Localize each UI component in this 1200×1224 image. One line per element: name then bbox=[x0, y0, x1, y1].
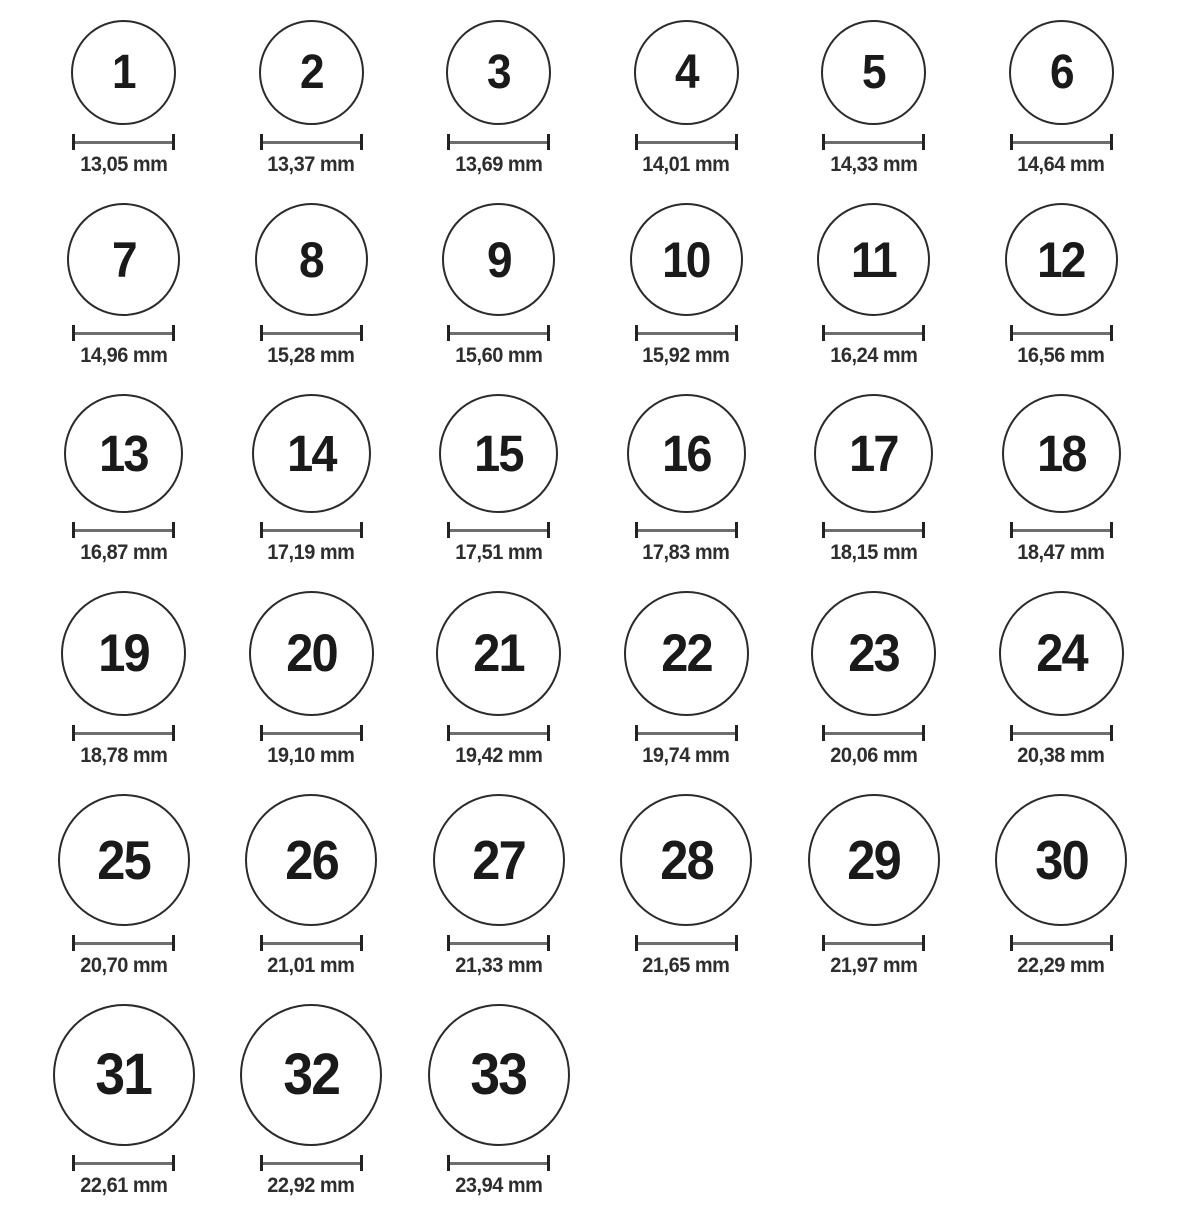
chart-row bbox=[30, 394, 1168, 565]
diameter-label: 20,06 mm bbox=[830, 744, 918, 767]
ring-size-number: 24 bbox=[1035, 624, 1087, 683]
measure-rule bbox=[450, 141, 547, 144]
diameter-measure-line bbox=[72, 522, 175, 538]
right-tick-icon bbox=[172, 1155, 175, 1171]
ring-size-number: 10 bbox=[662, 231, 710, 288]
right-tick-icon bbox=[360, 725, 363, 741]
right-tick-icon bbox=[735, 134, 738, 150]
ring-circle bbox=[995, 794, 1127, 926]
ring-size-cell bbox=[968, 591, 1156, 768]
diameter-measure-line bbox=[72, 134, 175, 150]
diameter-label: 15,60 mm bbox=[455, 344, 543, 367]
diameter-label: 15,28 mm bbox=[267, 344, 355, 367]
diameter-measure-line bbox=[447, 935, 550, 951]
measure-rule bbox=[263, 942, 360, 945]
diameter-measure-line bbox=[260, 935, 363, 951]
ring-circle bbox=[811, 591, 936, 716]
ring-circle bbox=[61, 591, 186, 716]
ring-circle bbox=[1009, 20, 1114, 125]
ring-size-cell bbox=[30, 794, 218, 978]
ring-circle bbox=[240, 1004, 382, 1146]
diameter-measure-line bbox=[822, 134, 925, 150]
ring-size-number: 6 bbox=[1049, 45, 1073, 99]
diameter-label: 14,64 mm bbox=[1017, 153, 1105, 176]
measure-rule bbox=[638, 942, 735, 945]
ring-circle bbox=[67, 203, 180, 316]
measure-rule bbox=[75, 942, 172, 945]
ring-circle bbox=[817, 203, 930, 316]
ring-size-number: 8 bbox=[299, 231, 324, 288]
right-tick-icon bbox=[172, 725, 175, 741]
diameter-label: 23,94 mm bbox=[455, 1174, 543, 1197]
diameter-measure-line bbox=[447, 325, 550, 341]
diameter-measure-line bbox=[72, 1155, 175, 1171]
diameter-measure-line bbox=[635, 725, 738, 741]
ring-size-number: 5 bbox=[862, 45, 886, 99]
diameter-label: 19,74 mm bbox=[642, 744, 730, 767]
measure-rule bbox=[1013, 332, 1110, 335]
right-tick-icon bbox=[1110, 935, 1113, 951]
measure-rule bbox=[1013, 141, 1110, 144]
ring-size-number: 13 bbox=[99, 425, 148, 482]
right-tick-icon bbox=[547, 325, 550, 341]
ring-size-cell bbox=[30, 1004, 218, 1198]
ring-size-number: 4 bbox=[674, 45, 698, 99]
measure-rule bbox=[638, 141, 735, 144]
measure-rule bbox=[638, 332, 735, 335]
ring-size-cell bbox=[30, 394, 218, 565]
measure-rule bbox=[825, 141, 922, 144]
measure-rule bbox=[450, 529, 547, 532]
ring-circle bbox=[58, 794, 190, 926]
ring-size-cell bbox=[405, 203, 593, 368]
diameter-measure-line bbox=[72, 935, 175, 951]
diameter-measure-line bbox=[1010, 935, 1113, 951]
measure-rule bbox=[1013, 732, 1110, 735]
ring-size-number: 7 bbox=[111, 231, 136, 288]
measure-rule bbox=[75, 1162, 172, 1165]
ring-circle bbox=[71, 20, 176, 125]
right-tick-icon bbox=[547, 935, 550, 951]
diameter-label: 14,96 mm bbox=[80, 344, 168, 367]
chart-row bbox=[30, 794, 1168, 978]
right-tick-icon bbox=[172, 522, 175, 538]
ring-size-number: 31 bbox=[95, 1042, 152, 1107]
ring-circle bbox=[64, 394, 183, 513]
ring-size-cell bbox=[218, 1004, 406, 1198]
ring-size-cell bbox=[593, 20, 781, 177]
right-tick-icon bbox=[922, 935, 925, 951]
diameter-label: 22,92 mm bbox=[267, 1174, 355, 1197]
diameter-measure-line bbox=[447, 1155, 550, 1171]
diameter-label: 13,05 mm bbox=[80, 153, 168, 176]
measure-rule bbox=[450, 942, 547, 945]
measure-rule bbox=[825, 942, 922, 945]
ring-size-cell bbox=[30, 20, 218, 177]
measure-rule bbox=[450, 332, 547, 335]
ring-circle bbox=[252, 394, 371, 513]
measure-rule bbox=[825, 732, 922, 735]
diameter-label: 21,65 mm bbox=[642, 954, 730, 977]
right-tick-icon bbox=[547, 1155, 550, 1171]
ring-circle bbox=[624, 591, 749, 716]
ring-size-number: 9 bbox=[486, 231, 511, 288]
diameter-measure-line bbox=[260, 134, 363, 150]
ring-size-cell bbox=[780, 20, 968, 177]
ring-circle bbox=[821, 20, 926, 125]
diameter-label: 16,24 mm bbox=[830, 344, 918, 367]
right-tick-icon bbox=[735, 725, 738, 741]
diameter-measure-line bbox=[822, 522, 925, 538]
ring-size-number: 11 bbox=[851, 231, 897, 288]
diameter-label: 16,56 mm bbox=[1017, 344, 1105, 367]
diameter-measure-line bbox=[822, 325, 925, 341]
ring-size-cell bbox=[780, 203, 968, 368]
ring-size-number: 22 bbox=[660, 624, 712, 683]
measure-rule bbox=[638, 732, 735, 735]
ring-circle bbox=[53, 1004, 195, 1146]
ring-size-number: 17 bbox=[849, 425, 898, 482]
ring-circle bbox=[433, 794, 565, 926]
right-tick-icon bbox=[735, 325, 738, 341]
measure-rule bbox=[825, 529, 922, 532]
ring-size-cell bbox=[968, 203, 1156, 368]
ring-size-number: 21 bbox=[473, 624, 525, 683]
diameter-measure-line bbox=[260, 725, 363, 741]
ring-size-cell bbox=[593, 591, 781, 768]
diameter-measure-line bbox=[635, 522, 738, 538]
right-tick-icon bbox=[922, 725, 925, 741]
right-tick-icon bbox=[547, 134, 550, 150]
diameter-label: 19,42 mm bbox=[455, 744, 543, 767]
measure-rule bbox=[1013, 942, 1110, 945]
measure-rule bbox=[75, 529, 172, 532]
right-tick-icon bbox=[735, 935, 738, 951]
ring-size-number: 23 bbox=[848, 624, 900, 683]
right-tick-icon bbox=[360, 325, 363, 341]
right-tick-icon bbox=[360, 935, 363, 951]
ring-size-number: 28 bbox=[659, 828, 713, 891]
ring-size-cell bbox=[593, 794, 781, 978]
ring-size-cell bbox=[30, 591, 218, 768]
measure-rule bbox=[263, 1162, 360, 1165]
ring-size-number: 29 bbox=[847, 828, 901, 891]
ring-size-number: 12 bbox=[1037, 231, 1085, 288]
ring-size-number: 15 bbox=[474, 425, 523, 482]
ring-size-cell bbox=[218, 394, 406, 565]
diameter-label: 13,69 mm bbox=[455, 153, 543, 176]
chart-row bbox=[30, 203, 1168, 368]
right-tick-icon bbox=[1110, 522, 1113, 538]
ring-size-cell bbox=[405, 20, 593, 177]
ring-size-number: 1 bbox=[112, 45, 136, 99]
measure-rule bbox=[263, 732, 360, 735]
diameter-label: 16,87 mm bbox=[80, 541, 168, 564]
measure-rule bbox=[825, 332, 922, 335]
diameter-label: 20,38 mm bbox=[1017, 744, 1105, 767]
ring-size-number: 18 bbox=[1036, 425, 1086, 482]
chart-row bbox=[30, 20, 1168, 177]
ring-size-number: 27 bbox=[472, 828, 526, 891]
ring-size-cell bbox=[968, 794, 1156, 978]
measure-rule bbox=[263, 141, 360, 144]
right-tick-icon bbox=[1110, 725, 1113, 741]
diameter-measure-line bbox=[1010, 725, 1113, 741]
ring-size-number: 3 bbox=[487, 45, 511, 99]
right-tick-icon bbox=[172, 325, 175, 341]
diameter-measure-line bbox=[260, 1155, 363, 1171]
diameter-label: 21,01 mm bbox=[267, 954, 355, 977]
ring-circle bbox=[620, 794, 752, 926]
right-tick-icon bbox=[360, 134, 363, 150]
right-tick-icon bbox=[922, 134, 925, 150]
diameter-label: 15,92 mm bbox=[642, 344, 730, 367]
ring-circle bbox=[634, 20, 739, 125]
ring-circle bbox=[446, 20, 551, 125]
measure-rule bbox=[75, 732, 172, 735]
ring-circle bbox=[428, 1004, 570, 1146]
diameter-measure-line bbox=[1010, 522, 1113, 538]
diameter-measure-line bbox=[635, 935, 738, 951]
diameter-label: 19,10 mm bbox=[267, 744, 355, 767]
right-tick-icon bbox=[922, 325, 925, 341]
ring-size-cell bbox=[593, 203, 781, 368]
measure-rule bbox=[263, 332, 360, 335]
diameter-label: 17,19 mm bbox=[267, 541, 355, 564]
measure-rule bbox=[263, 529, 360, 532]
diameter-measure-line bbox=[635, 325, 738, 341]
diameter-label: 18,15 mm bbox=[830, 541, 918, 564]
diameter-measure-line bbox=[72, 325, 175, 341]
ring-circle bbox=[1005, 203, 1118, 316]
diameter-measure-line bbox=[822, 935, 925, 951]
diameter-measure-line bbox=[447, 522, 550, 538]
ring-size-cell bbox=[780, 794, 968, 978]
right-tick-icon bbox=[172, 134, 175, 150]
right-tick-icon bbox=[360, 1155, 363, 1171]
ring-size-cell bbox=[218, 203, 406, 368]
ring-size-cell bbox=[780, 394, 968, 565]
right-tick-icon bbox=[1110, 134, 1113, 150]
ring-size-number: 2 bbox=[299, 45, 323, 99]
ring-size-cell bbox=[968, 394, 1156, 565]
ring-size-cell bbox=[405, 794, 593, 978]
ring-circle bbox=[259, 20, 364, 125]
measure-rule bbox=[1013, 529, 1110, 532]
right-tick-icon bbox=[547, 725, 550, 741]
measure-rule bbox=[638, 529, 735, 532]
ring-size-cell bbox=[218, 20, 406, 177]
ring-size-number: 33 bbox=[470, 1042, 527, 1107]
diameter-label: 20,70 mm bbox=[80, 954, 168, 977]
ring-circle bbox=[255, 203, 368, 316]
diameter-label: 17,51 mm bbox=[455, 541, 543, 564]
ring-circle bbox=[630, 203, 743, 316]
ring-size-cell bbox=[968, 20, 1156, 177]
diameter-measure-line bbox=[260, 522, 363, 538]
right-tick-icon bbox=[922, 522, 925, 538]
diameter-label: 18,47 mm bbox=[1017, 541, 1105, 564]
ring-size-cell bbox=[780, 591, 968, 768]
right-tick-icon bbox=[735, 522, 738, 538]
diameter-label: 13,37 mm bbox=[267, 153, 355, 176]
chart-row bbox=[30, 1004, 1168, 1198]
ring-size-cell bbox=[405, 591, 593, 768]
diameter-measure-line bbox=[72, 725, 175, 741]
ring-size-number: 20 bbox=[285, 624, 337, 683]
diameter-measure-line bbox=[260, 325, 363, 341]
diameter-label: 18,78 mm bbox=[80, 744, 168, 767]
right-tick-icon bbox=[1110, 325, 1113, 341]
diameter-label: 21,33 mm bbox=[455, 954, 543, 977]
diameter-measure-line bbox=[822, 725, 925, 741]
chart-row bbox=[30, 591, 1168, 768]
right-tick-icon bbox=[547, 522, 550, 538]
diameter-measure-line bbox=[1010, 325, 1113, 341]
measure-rule bbox=[450, 1162, 547, 1165]
measure-rule bbox=[75, 332, 172, 335]
ring-size-number: 30 bbox=[1034, 828, 1088, 891]
diameter-label: 17,83 mm bbox=[642, 541, 730, 564]
measure-rule bbox=[75, 141, 172, 144]
ring-size-number: 32 bbox=[283, 1042, 340, 1107]
ring-size-number: 26 bbox=[284, 828, 338, 891]
ring-circle bbox=[814, 394, 933, 513]
ring-circle bbox=[249, 591, 374, 716]
diameter-label: 22,29 mm bbox=[1017, 954, 1105, 977]
ring-size-cell bbox=[218, 591, 406, 768]
diameter-measure-line bbox=[1010, 134, 1113, 150]
ring-size-cell bbox=[405, 1004, 593, 1198]
ring-circle bbox=[436, 591, 561, 716]
diameter-label: 14,01 mm bbox=[642, 153, 730, 176]
ring-size-cell bbox=[30, 203, 218, 368]
ring-size-number: 16 bbox=[661, 425, 711, 482]
ring-circle bbox=[442, 203, 555, 316]
ring-circle bbox=[627, 394, 746, 513]
ring-circle bbox=[245, 794, 377, 926]
right-tick-icon bbox=[360, 522, 363, 538]
ring-circle bbox=[1002, 394, 1121, 513]
measure-rule bbox=[450, 732, 547, 735]
ring-size-cell bbox=[405, 394, 593, 565]
ring-circle bbox=[999, 591, 1124, 716]
ring-size-number: 19 bbox=[98, 624, 150, 683]
ring-size-number: 25 bbox=[97, 828, 151, 891]
diameter-measure-line bbox=[447, 725, 550, 741]
ring-size-cell bbox=[593, 394, 781, 565]
ring-size-number: 14 bbox=[286, 425, 336, 482]
ring-circle bbox=[439, 394, 558, 513]
diameter-label: 14,33 mm bbox=[830, 153, 918, 176]
diameter-measure-line bbox=[447, 134, 550, 150]
ring-circle bbox=[808, 794, 940, 926]
ring-size-cell bbox=[218, 794, 406, 978]
diameter-measure-line bbox=[635, 134, 738, 150]
diameter-label: 22,61 mm bbox=[80, 1174, 168, 1197]
right-tick-icon bbox=[172, 935, 175, 951]
diameter-label: 21,97 mm bbox=[830, 954, 918, 977]
